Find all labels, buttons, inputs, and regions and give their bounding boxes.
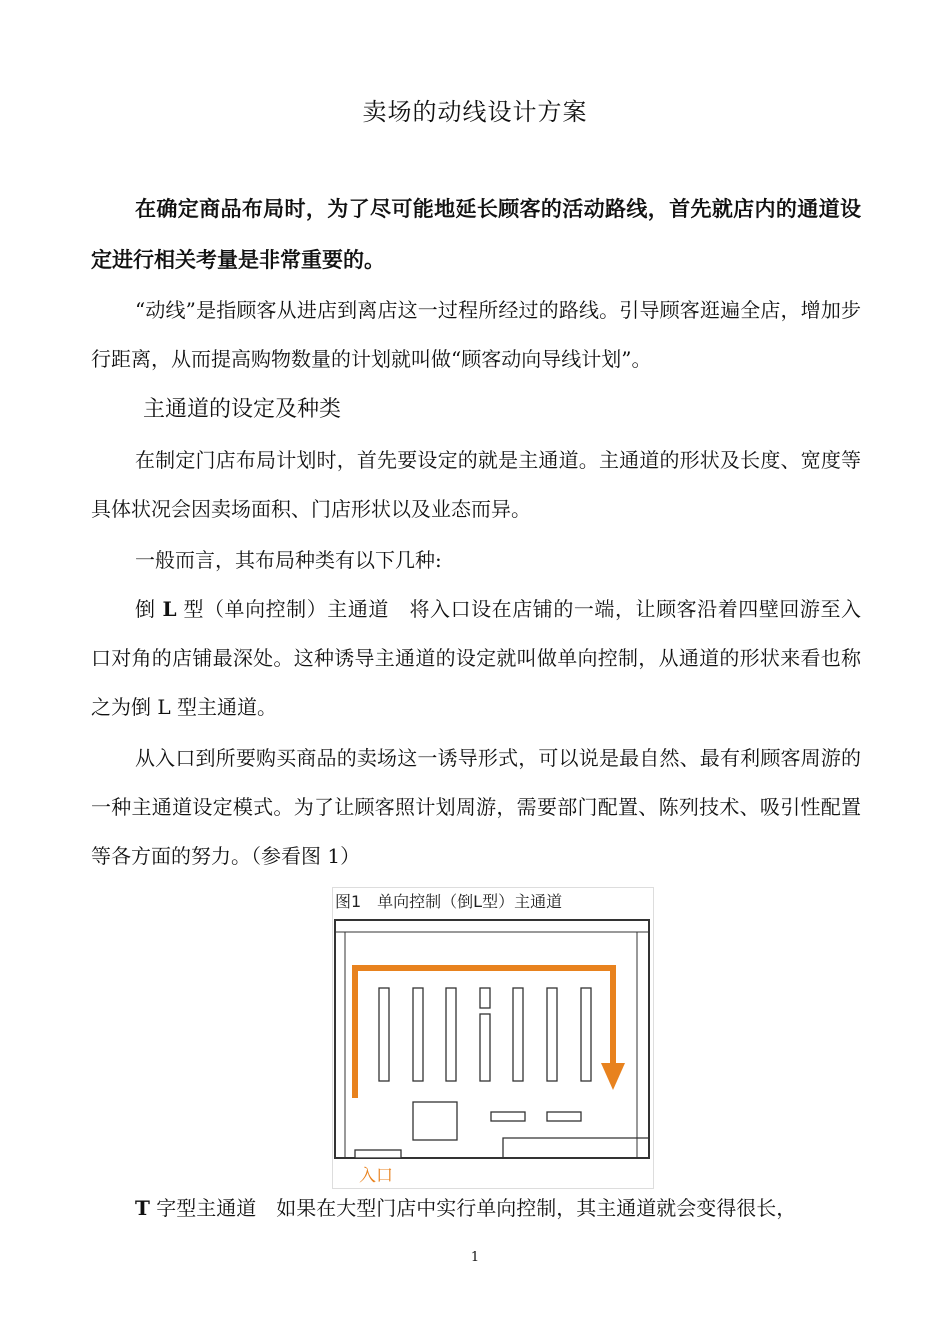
shelf xyxy=(413,988,423,1081)
path-arrow-icon xyxy=(601,1063,625,1090)
shelf xyxy=(581,988,591,1081)
shelf xyxy=(480,1014,490,1081)
checkout-counter xyxy=(491,1112,525,1121)
shelf xyxy=(513,988,523,1081)
dongxian-paragraph: “动线”是指顾客从进店到离店这一过程所经过的路线。引导顾客逛遍全店，增加步行距离，从而提高购物数量的计划就叫做“顾客动向导线计划”。 xyxy=(91,298,861,371)
t-type-letter: T xyxy=(135,1196,150,1220)
plan-paragraph: 在制定门店布局计划时，首先要设定的就是主通道。主通道的形状及长度、宽度等具体状况会因卖场面积、门店形状以及业态而异。 xyxy=(91,448,861,521)
entrance-label: 入口 xyxy=(359,1166,393,1186)
shelf xyxy=(547,988,557,1081)
shelves-group xyxy=(379,988,591,1081)
general-paragraph: 一般而言，其布局种类有以下几种: xyxy=(135,548,442,572)
t-type-lead: 字型主通道 xyxy=(149,1196,257,1220)
document-title: 卖场的动线设计方案 xyxy=(362,98,588,126)
shelf xyxy=(446,988,456,1081)
l-type-paragraph xyxy=(91,585,861,732)
t-type-paragraph xyxy=(91,1184,861,1233)
l-type-letter: L xyxy=(162,597,177,621)
back-room-outline xyxy=(503,1138,649,1158)
entrance-mat xyxy=(355,1150,401,1158)
figure-1 xyxy=(332,887,654,1189)
figure-caption: 图1 单向控制（倒L型）主通道 xyxy=(335,892,563,911)
service-counter xyxy=(413,1102,457,1140)
t-type-body: 如果在大型门店中实行单向控制，其主通道就会变得很长， xyxy=(256,1196,797,1220)
intro-bold-paragraph: 在确定商品布局时，为了尽可能地延长顾客的活动路线，首先就店内的通道设定进行相关考量是非常重要的。 xyxy=(91,197,861,272)
figure-1-diagram xyxy=(333,888,653,1188)
page-number: 1 xyxy=(470,1250,480,1265)
natural-paragraph: 从入口到所要购买商品的卖场这一诱导形式，可以说是最自然、最有利顾客周游的一种主通道设定模式。为了让顾客照计划周游，需要部门配置、陈列技术、吸引性配置等各方面的努力。（参看图 1） xyxy=(91,746,861,868)
checkout-counter xyxy=(547,1112,581,1121)
l-type-body: 将入口设在店铺的一端，让顾客沿着四壁回游至入口对角的店铺最深处。这种诱导主通道的设定就叫做单向控制，从通道的形状来看也称之为倒 L 型主通道。 xyxy=(91,597,862,719)
shelf xyxy=(379,988,389,1081)
l-type-lead-2: 型（单向控制）主通道 xyxy=(176,597,389,621)
shelf xyxy=(480,988,490,1008)
section-heading: 主通道的设定及种类 xyxy=(143,397,342,422)
l-type-lead-1: 倒 xyxy=(135,597,163,621)
